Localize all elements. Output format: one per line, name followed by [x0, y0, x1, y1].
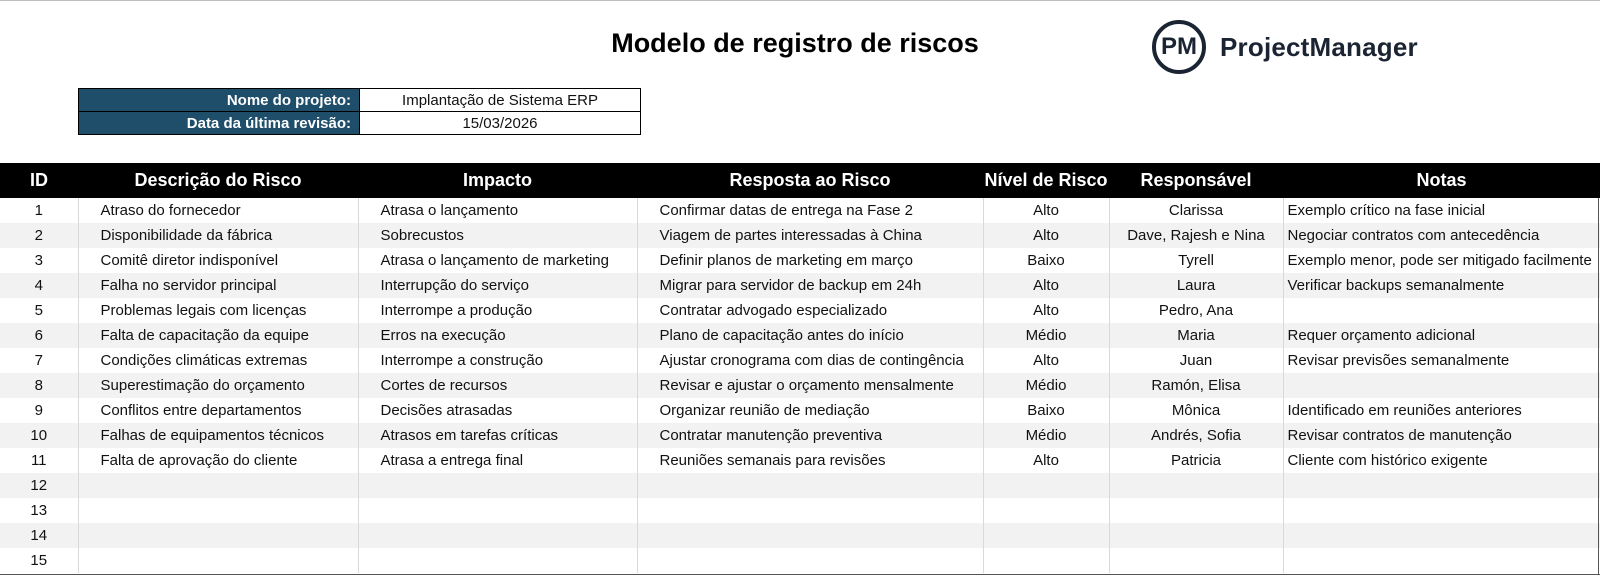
cell-id[interactable]: 13 [0, 498, 78, 523]
table-row [0, 273, 1600, 298]
cell-risk-level[interactable] [983, 498, 1109, 523]
cell-response[interactable]: Contratar advogado especializado [637, 298, 983, 323]
cell-description[interactable]: Superestimação do orçamento [78, 373, 358, 398]
cell-impact[interactable] [358, 498, 637, 523]
cell-notes[interactable] [1283, 498, 1600, 523]
cell-notes[interactable]: Verificar backups semanalmente [1283, 273, 1600, 298]
cell-notes[interactable]: Cliente com histórico exigente [1283, 448, 1600, 473]
cell-notes[interactable]: Revisar contratos de manutenção [1283, 423, 1600, 448]
table-row [0, 373, 1600, 398]
cell-id[interactable]: 6 [0, 323, 78, 348]
project-info-table [78, 88, 641, 135]
table-row [0, 348, 1600, 373]
cell-id[interactable]: 2 [0, 223, 78, 248]
cell-description[interactable]: Problemas legais com licenças [78, 298, 358, 323]
brand-logo [1152, 17, 1418, 77]
header-row [0, 163, 1600, 198]
cell-owner[interactable]: Patricia [1109, 448, 1283, 473]
cell-description[interactable] [78, 473, 358, 498]
cell-owner[interactable] [1109, 473, 1283, 498]
cell-response[interactable] [637, 473, 983, 498]
cell-description[interactable]: Conflitos entre departamentos [78, 398, 358, 423]
cell-risk-level[interactable]: Alto [983, 198, 1109, 223]
cell-impact[interactable]: Atrasa a entrega final [358, 448, 637, 473]
risk-register-table [0, 163, 1600, 573]
cell-risk-level[interactable]: Alto [983, 223, 1109, 248]
header-description: Descrição do Risco [78, 163, 358, 198]
cell-description[interactable] [78, 548, 358, 573]
right-border [1598, 198, 1599, 575]
project-name-label: Nome do projeto: [79, 89, 360, 112]
cell-description[interactable]: Falta de capacitação da equipe [78, 323, 358, 348]
cell-risk-level[interactable]: Médio [983, 373, 1109, 398]
table-row [0, 548, 1600, 573]
cell-owner[interactable]: Dave, Rajesh e Nina [1109, 223, 1283, 248]
cell-response[interactable]: Reuniões semanais para revisões [637, 448, 983, 473]
cell-notes[interactable] [1283, 473, 1600, 498]
header-risk-level: Nível de Risco [983, 163, 1109, 198]
table-row [0, 523, 1600, 548]
cell-owner[interactable]: Ramón, Elisa [1109, 373, 1283, 398]
cell-owner[interactable]: Juan [1109, 348, 1283, 373]
header-owner: Responsável [1109, 163, 1283, 198]
cell-impact[interactable]: Decisões atrasadas [358, 398, 637, 423]
cell-risk-level[interactable]: Médio [983, 323, 1109, 348]
cell-owner[interactable]: Clarissa [1109, 198, 1283, 223]
cell-id[interactable]: 9 [0, 398, 78, 423]
cell-id[interactable]: 11 [0, 448, 78, 473]
header-id: ID [0, 163, 78, 198]
cell-impact[interactable] [358, 523, 637, 548]
cell-response[interactable] [637, 498, 983, 523]
cell-id[interactable]: 14 [0, 523, 78, 548]
table-row [0, 223, 1600, 248]
project-name-row [79, 89, 641, 112]
cell-description[interactable]: Falta de aprovação do cliente [78, 448, 358, 473]
cell-description[interactable] [78, 523, 358, 548]
table-body [0, 198, 1600, 573]
cell-impact[interactable]: Cortes de recursos [358, 373, 637, 398]
cell-owner[interactable] [1109, 498, 1283, 523]
cell-description[interactable]: Atraso do fornecedor [78, 198, 358, 223]
cell-owner[interactable]: Tyrell [1109, 248, 1283, 273]
cell-impact[interactable]: Atrasa o lançamento de marketing [358, 248, 637, 273]
cell-id[interactable]: 5 [0, 298, 78, 323]
cell-risk-level[interactable] [983, 473, 1109, 498]
bottom-border [0, 574, 1600, 575]
table-row [0, 298, 1600, 323]
cell-impact[interactable] [358, 548, 637, 573]
top-border [0, 0, 1600, 1]
table-row [0, 423, 1600, 448]
cell-response[interactable]: Migrar para servidor de backup em 24h [637, 273, 983, 298]
project-name-value[interactable]: Implantação de Sistema ERP [360, 89, 641, 112]
cell-impact[interactable]: Atrasos em tarefas críticas [358, 423, 637, 448]
table-row [0, 248, 1600, 273]
header-impact: Impacto [358, 163, 637, 198]
cell-response[interactable]: Ajustar cronograma com dias de contingência [637, 348, 983, 373]
cell-description[interactable]: Condições climáticas extremas [78, 348, 358, 373]
cell-notes[interactable] [1283, 523, 1600, 548]
cell-notes[interactable] [1283, 298, 1600, 323]
cell-impact[interactable]: Interrupção do serviço [358, 273, 637, 298]
cell-risk-level[interactable]: Alto [983, 348, 1109, 373]
cell-id[interactable]: 10 [0, 423, 78, 448]
table-row [0, 198, 1600, 223]
cell-impact[interactable]: Interrompe a construção [358, 348, 637, 373]
cell-response[interactable]: Viagem de partes interessadas à China [637, 223, 983, 248]
table-row [0, 323, 1600, 348]
cell-impact[interactable]: Interrompe a produção [358, 298, 637, 323]
cell-risk-level[interactable] [983, 548, 1109, 573]
cell-id[interactable]: 15 [0, 548, 78, 573]
brand-name: ProjectManager [1220, 31, 1418, 62]
cell-risk-level[interactable]: Médio [983, 423, 1109, 448]
last-review-label: Data da última revisão: [79, 112, 360, 135]
table-row [0, 448, 1600, 473]
cell-impact[interactable]: Erros na execução [358, 323, 637, 348]
cell-owner[interactable]: Laura [1109, 273, 1283, 298]
cell-response[interactable]: Contratar manutenção preventiva [637, 423, 983, 448]
cell-notes[interactable] [1283, 548, 1600, 573]
cell-response[interactable]: Revisar e ajustar o orçamento mensalmente [637, 373, 983, 398]
cell-id[interactable]: 1 [0, 198, 78, 223]
cell-owner[interactable] [1109, 523, 1283, 548]
cell-owner[interactable] [1109, 548, 1283, 573]
table-row [0, 398, 1600, 423]
cell-id[interactable]: 7 [0, 348, 78, 373]
cell-owner[interactable]: Andrés, Sofia [1109, 423, 1283, 448]
cell-notes[interactable]: Negociar contratos com antecedência [1283, 223, 1600, 248]
cell-impact[interactable] [358, 473, 637, 498]
cell-notes[interactable]: Exemplo menor, pode ser mitigado facilmente [1283, 248, 1600, 273]
pm-logo-icon: PM [1152, 20, 1206, 74]
header-response: Resposta ao Risco [637, 163, 983, 198]
cell-notes[interactable]: Requer orçamento adicional [1283, 323, 1600, 348]
table-row [0, 473, 1600, 498]
cell-risk-level[interactable]: Alto [983, 298, 1109, 323]
cell-owner[interactable]: Maria [1109, 323, 1283, 348]
header-notes: Notas [1283, 163, 1600, 198]
cell-response[interactable] [637, 523, 983, 548]
cell-impact[interactable]: Sobrecustos [358, 223, 637, 248]
cell-description[interactable]: Falhas de equipamentos técnicos [78, 423, 358, 448]
cell-owner[interactable]: Pedro, Ana [1109, 298, 1283, 323]
cell-id[interactable]: 4 [0, 273, 78, 298]
page-title: Modelo de registro de riscos [611, 28, 979, 58]
cell-risk-level[interactable]: Alto [983, 448, 1109, 473]
cell-owner[interactable]: Mônica [1109, 398, 1283, 423]
cell-response[interactable]: Organizar reunião de mediação [637, 398, 983, 423]
cell-notes[interactable] [1283, 373, 1600, 398]
cell-risk-level[interactable] [983, 523, 1109, 548]
cell-response[interactable] [637, 548, 983, 573]
cell-id[interactable]: 3 [0, 248, 78, 273]
cell-notes[interactable]: Exemplo crítico na fase inicial [1283, 198, 1600, 223]
cell-risk-level[interactable]: Baixo [983, 398, 1109, 423]
cell-notes[interactable]: Revisar previsões semanalmente [1283, 348, 1600, 373]
cell-description[interactable] [78, 498, 358, 523]
cell-description[interactable]: Falha no servidor principal [78, 273, 358, 298]
cell-risk-level[interactable]: Baixo [983, 248, 1109, 273]
cell-risk-level[interactable]: Alto [983, 273, 1109, 298]
last-review-value[interactable]: 15/03/2026 [360, 112, 641, 135]
cell-notes[interactable]: Identificado em reuniões anteriores [1283, 398, 1600, 423]
cell-response[interactable]: Definir planos de marketing em março [637, 248, 983, 273]
cell-id[interactable]: 8 [0, 373, 78, 398]
cell-description[interactable]: Disponibilidade da fábrica [78, 223, 358, 248]
last-review-row [79, 112, 641, 135]
cell-description[interactable]: Comitê diretor indisponível [78, 248, 358, 273]
cell-response[interactable]: Confirmar datas de entrega na Fase 2 [637, 198, 983, 223]
table-row [0, 498, 1600, 523]
cell-impact[interactable]: Atrasa o lançamento [358, 198, 637, 223]
cell-id[interactable]: 12 [0, 473, 78, 498]
cell-response[interactable]: Plano de capacitação antes do início [637, 323, 983, 348]
